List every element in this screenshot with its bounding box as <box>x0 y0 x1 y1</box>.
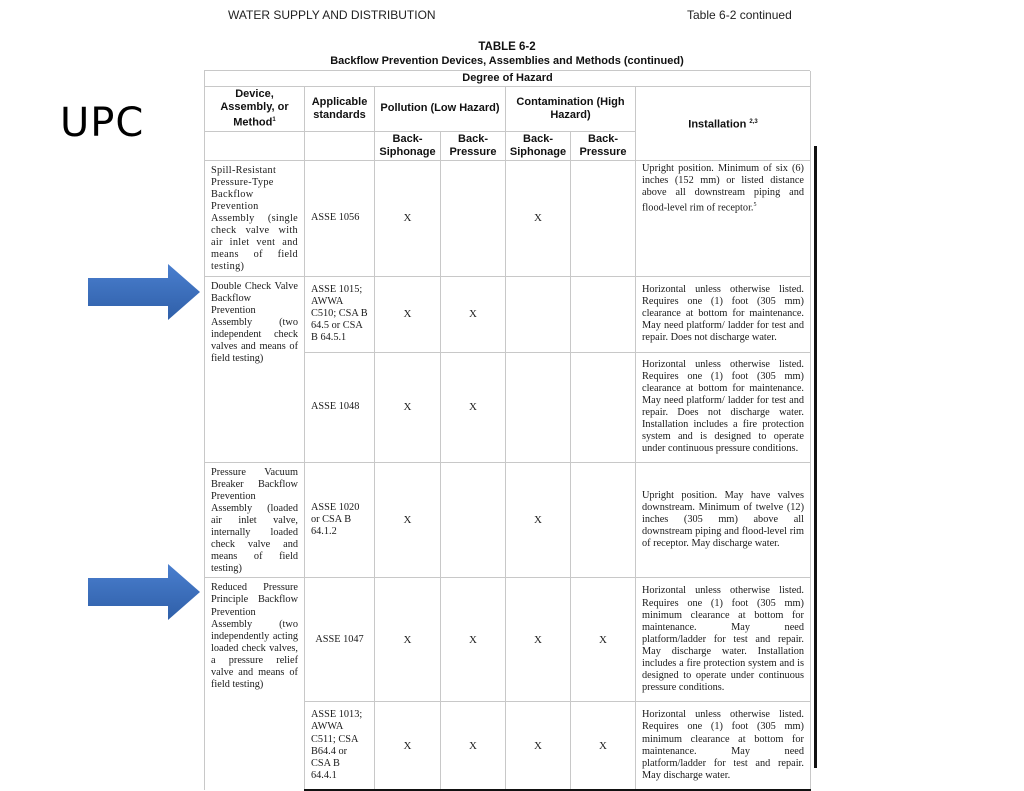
arrow-double-check-pointer <box>86 262 202 322</box>
installation-cell: Horizontal unless otherwise listed. Requires one (1) foot (305 mm) minimum clearance at bottom for maintenance. May need platform/ladder for test and repair. May discharge water. <box>636 702 811 790</box>
pollution-back-pressure-header: Back-Pressure <box>441 131 506 160</box>
contamination-back-siphonage-cell: X <box>506 462 571 578</box>
contamination-back-pressure-cell <box>571 462 636 578</box>
contamination-back-siphonage-cell: X <box>506 578 571 702</box>
contamination-back-pressure-cell <box>571 352 636 462</box>
contamination-back-pressure-header: Back-Pressure <box>571 131 636 160</box>
standards-cell: ASSE 1056 <box>305 160 375 276</box>
contamination-back-siphonage-cell <box>506 276 571 352</box>
empty-header-cell <box>205 131 305 160</box>
contamination-back-pressure-cell <box>571 160 636 276</box>
contamination-back-siphonage-cell: X <box>506 702 571 790</box>
standards-cell: ASSE 1047 <box>305 578 375 702</box>
installation-cell: Horizontal unless otherwise listed. Requires one (1) foot (305 mm) clearance at bottom for maintenance. May need platform/ ladder for test and repair. Does not discharge water. Installation includes a fire protection system and is designed to operate under continuous pressure conditions. <box>636 352 811 462</box>
installation-cell <box>636 160 811 276</box>
table-grid <box>204 71 811 791</box>
footnote-marker: 5 <box>753 201 757 208</box>
pollution-back-siphonage-cell: X <box>375 578 441 702</box>
device-cell: Double Check Valve Backflow Prevention Assembly (two independent check valves and means of field testing) <box>205 276 305 462</box>
contamination-back-siphonage-cell: X <box>506 160 571 276</box>
contamination-header: Contamination (High Hazard) <box>506 87 636 132</box>
pollution-back-siphonage-header: Back-Siphonage <box>375 131 441 160</box>
degree-of-hazard-header: Degree of Hazard <box>205 71 811 87</box>
backflow-table <box>204 40 810 791</box>
pollution-back-siphonage-cell: X <box>375 352 441 462</box>
table-row <box>205 578 811 702</box>
device-cell: Reduced Pressure Principle Backflow Prevention Assembly (two independently acting loaded check valves, a pressure relief valve and means of field testing) <box>205 578 305 790</box>
installation-column-header <box>636 87 811 161</box>
contamination-back-pressure-cell: X <box>571 702 636 790</box>
contamination-back-siphonage-cell <box>506 352 571 462</box>
pollution-back-siphonage-cell: X <box>375 276 441 352</box>
footnote-marker: 2,3 <box>749 118 758 125</box>
pollution-back-pressure-cell <box>441 462 506 578</box>
page-edge-rule <box>814 146 817 768</box>
installation-cell: Upright position. May have valves downstream. Minimum of twelve (12) inches (305 mm) above all downstream piping and flood-level rim of receptor. May discharge water. <box>636 462 811 578</box>
footnote-marker: 1 <box>272 117 276 123</box>
table-row <box>205 160 811 276</box>
installation-text: Upright position. Minimum of six (6) inches (152 mm) or listed distance above all downstream piping and flood-level rim of receptor. <box>642 162 804 214</box>
table-subtitle: Backflow Prevention Devices, Assemblies and Methods (continued) <box>204 54 810 71</box>
device-header-text: Device, Assembly, or Method <box>220 88 289 129</box>
arrow-reduced-pressure-pointer <box>86 562 202 622</box>
slide-label-upc: UPC <box>60 100 145 146</box>
page-header-section: WATER SUPPLY AND DISTRIBUTION <box>228 8 436 22</box>
table-row <box>205 276 811 352</box>
page-header-table-ref: Table 6-2 continued <box>687 8 792 22</box>
standards-cell: ASSE 1048 <box>305 352 375 462</box>
pollution-back-siphonage-cell: X <box>375 702 441 790</box>
pollution-back-pressure-cell: X <box>441 702 506 790</box>
device-cell: Spill-Resistant Pressure-Type Backflow Prevention Assembly (single check valve with air inlet vent and means of field testing) <box>205 160 305 276</box>
pollution-back-siphonage-cell: X <box>375 462 441 578</box>
table-row <box>205 462 811 578</box>
device-cell: Pressure Vacuum Breaker Backflow Prevention Assembly (loaded air inlet valve, internally loaded check valve and means of field testing) <box>205 462 305 578</box>
right-arrow-icon <box>86 562 202 622</box>
installation-cell: Horizontal unless otherwise listed. Requires one (1) foot (305 mm) minimum clearance at bottom for maintenance. May need platform/ladder for test and repair. May discharge water. Installation includes a fire protection system and is designed to operate under continuous pressure conditions. <box>636 578 811 702</box>
installation-cell: Horizontal unless otherwise listed. Requires one (1) foot (305 mm) clearance at bottom for maintenance. May need platform/ ladder for test and repair. Does not discharge water. <box>636 276 811 352</box>
table-title: TABLE 6-2 <box>478 41 536 53</box>
standards-cell: ASSE 1015; AWWA C510; CSA B 64.5 or CSA B 64.5.1 <box>305 276 375 352</box>
standards-column-header: Applicable standards <box>305 87 375 132</box>
installation-header-text: Installation <box>688 118 747 131</box>
pollution-back-pressure-cell <box>441 160 506 276</box>
right-arrow-icon <box>86 262 202 322</box>
empty-header-cell <box>305 131 375 160</box>
pollution-back-pressure-cell: X <box>441 578 506 702</box>
standards-cell: ASSE 1020 or CSA B 64.1.2 <box>305 462 375 578</box>
pollution-back-pressure-cell: X <box>441 276 506 352</box>
pollution-back-pressure-cell: X <box>441 352 506 462</box>
contamination-back-pressure-cell: X <box>571 578 636 702</box>
contamination-back-pressure-cell <box>571 276 636 352</box>
contamination-back-siphonage-header: Back-Siphonage <box>506 131 571 160</box>
standards-cell: ASSE 1013; AWWA C511; CSA B64.4 or CSA B 64.4.1 <box>305 702 375 790</box>
device-column-header <box>205 87 305 132</box>
pollution-header: Pollution (Low Hazard) <box>375 87 506 132</box>
pollution-back-siphonage-cell: X <box>375 160 441 276</box>
